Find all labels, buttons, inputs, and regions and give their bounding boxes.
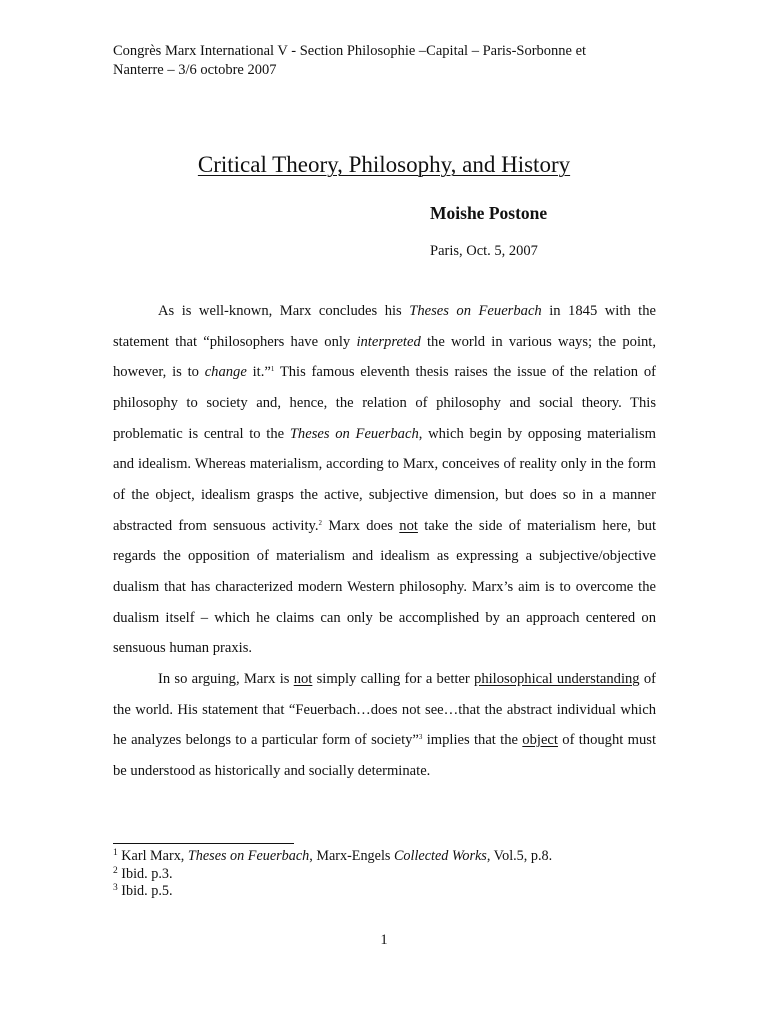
text-run: simply calling for a better <box>312 670 475 687</box>
header-line-1: Congrès Marx International V - Section Philosophie –Capital – Paris-Sorbonne et <box>113 43 587 59</box>
paragraph-2 <box>113 664 656 787</box>
text-run: implies that the <box>422 732 523 749</box>
underlined-emphasis: object <box>522 732 558 749</box>
dateline: Paris, Oct. 5, 2007 <box>430 243 538 259</box>
text-run: , Marx-Engels <box>309 848 394 864</box>
text-run: In so arguing, Marx is <box>158 670 294 687</box>
text-run: Marx does <box>322 517 400 534</box>
footnotes <box>113 848 673 901</box>
footnote-1 <box>113 848 673 866</box>
paper-title-text: Critical Theory, Philosophy, and History <box>197 152 571 177</box>
footnote-number: 3 <box>113 883 118 893</box>
underlined-emphasis: not <box>399 517 418 534</box>
italic-title: Theses on Feuerbach <box>409 303 542 319</box>
text-run: , which begin by opposing materialism and idealism. Whereas materialism, according to Marx, conceives of reality only in the form of the object, idealism grasps the active, subjective dimension, but does so in a manner abstracted from sensuous activity. <box>113 425 656 534</box>
footnote-ref-1[interactable]: 1 <box>270 365 275 374</box>
italic-title: Theses on Feuerbach <box>187 848 310 864</box>
text-run: in 1845 with the statement that “philosophers have only <box>113 303 656 350</box>
conference-header <box>113 42 673 80</box>
footnote-divider <box>113 843 294 844</box>
text-run: take the side of materialism here, but regards the opposition of materialism and idealism as expressing a subjective/objective dualism that has characterized modern Western philosophy. Marx’s aim is to overcome the dualism itself – which he claims can only be accomplished by an approach centered on sensuous human praxis. <box>113 517 657 657</box>
paragraph-1 <box>113 296 656 664</box>
italic-title: Theses on Feuerbach <box>289 425 419 442</box>
header-line-2: Nanterre – 3/6 octobre 2007 <box>113 62 277 78</box>
italic-emphasis: change <box>204 364 247 381</box>
text-run: of thought must be understood as historically and socially determinate. <box>113 732 657 779</box>
paper-title <box>0 150 768 180</box>
text-run: the world in various ways; the point, however, is to <box>113 333 656 381</box>
underlined-emphasis: philosophical understanding <box>474 670 640 687</box>
text-run: of the world. His statement that “Feuerbach…does not see…that the abstract individual which he analyzes belongs to a particular form of society” <box>113 670 657 749</box>
text-run: This famous eleventh thesis raises the issue of the relation of philosophy to society and, hence, the relation of philosophy and social theory. This problematic is central to the <box>113 364 656 442</box>
body-text <box>113 296 656 787</box>
underlined-emphasis: not <box>293 670 313 687</box>
text-run: Ibid. p.3. <box>117 865 173 882</box>
text-run: it.” <box>246 364 271 381</box>
italic-emphasis: interpreted <box>356 333 421 350</box>
text-run: Karl Marx, <box>117 848 188 864</box>
footnote-ref-2[interactable]: 2 <box>318 518 323 527</box>
italic-title: Collected Works <box>393 848 487 864</box>
footnote-number: 1 <box>113 848 118 858</box>
footnote-ref-3[interactable]: 3 <box>418 733 423 742</box>
text-run: As is well-known, Marx concludes his <box>158 303 410 319</box>
author-name: Moishe Postone <box>430 203 548 223</box>
footnote-number: 2 <box>113 865 118 876</box>
page-number: 1 <box>380 932 388 948</box>
text-run: , Vol.5, p.8. <box>486 848 553 864</box>
text-run: Ibid. p.5. <box>117 883 173 899</box>
footnote-2 <box>113 866 673 884</box>
footnote-3 <box>113 883 673 901</box>
